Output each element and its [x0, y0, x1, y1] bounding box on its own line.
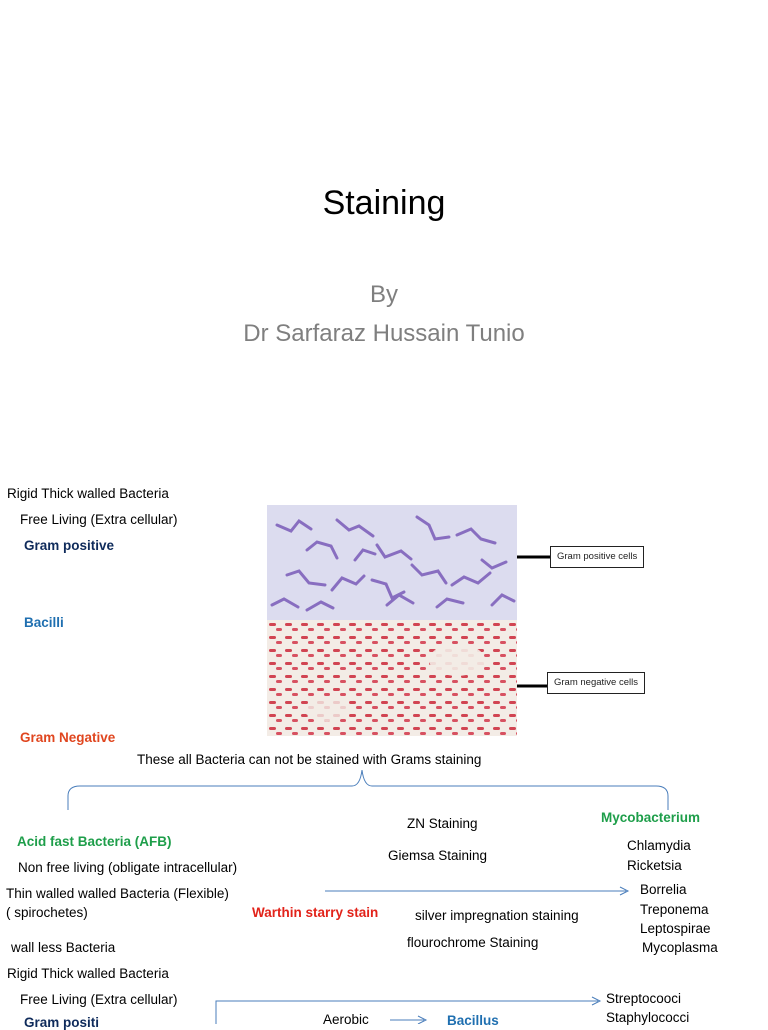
label-staphylococci: Staphylococci [606, 1010, 690, 1025]
arrow-to-streptococci [216, 1001, 598, 1024]
label-treponema: Treponema [640, 902, 709, 917]
callout-gram-negative-cells: Gram negative cells [547, 672, 645, 694]
label-borrelia: Borrelia [640, 882, 687, 897]
label-flourochrome: flourochrome Staining [407, 935, 539, 950]
label-spirochetes: ( spirochetes) [6, 905, 88, 920]
label-gram-positive-2: Gram positi [24, 1015, 100, 1030]
label-acid-fast-bacteria: Acid fast Bacteria (AFB) [17, 834, 172, 849]
label-wall-less: wall less Bacteria [11, 940, 116, 955]
label-rigid-thick-walled: Rigid Thick walled Bacteria [7, 486, 169, 501]
label-chlamydia: Chlamydia [627, 838, 691, 853]
label-giemsa-staining: Giemsa Staining [388, 848, 488, 863]
label-zn-staining: ZN Staining [407, 816, 478, 831]
label-warthin-starry: Warthin starry stain [252, 905, 379, 920]
subtitle-by: By [369, 281, 398, 308]
label-streptococci: Streptocooci [606, 991, 682, 1006]
label-silver-impregnation: silver impregnation staining [415, 908, 579, 923]
label-mycoplasma: Mycoplasma [642, 940, 718, 955]
label-thin-walled: Thin walled walled Bacteria (Flexible) [6, 886, 229, 901]
label-bacilli: Bacilli [24, 615, 64, 630]
label-free-living: Free Living (Extra cellular) [20, 512, 178, 527]
label-aerobic: Aerobic [323, 1012, 369, 1027]
label-leptospirae: Leptospirae [640, 921, 711, 936]
label-not-stained-gram: These all Bacteria can not be stained with Grams staining [137, 752, 482, 767]
curly-brace [68, 770, 668, 810]
label-free-living-2: Free Living (Extra cellular) [20, 992, 178, 1007]
label-gram-negative: Gram Negative [20, 730, 116, 745]
label-rigid-thick-walled-2: Rigid Thick walled Bacteria [7, 966, 169, 981]
slide-title: Staining [322, 184, 446, 222]
label-mycobacterium: Mycobacterium [601, 810, 701, 825]
label-non-free-living: Non free living (obligate intracellular) [18, 860, 238, 875]
label-ricketsia: Ricketsia [627, 858, 682, 873]
label-gram-positive: Gram positive [24, 538, 115, 553]
label-bacillus: Bacillus [447, 1013, 499, 1028]
subtitle-author: Dr Sarfaraz Hussain Tunio [243, 320, 525, 347]
callout-gram-positive-cells: Gram positive cells [550, 546, 644, 568]
